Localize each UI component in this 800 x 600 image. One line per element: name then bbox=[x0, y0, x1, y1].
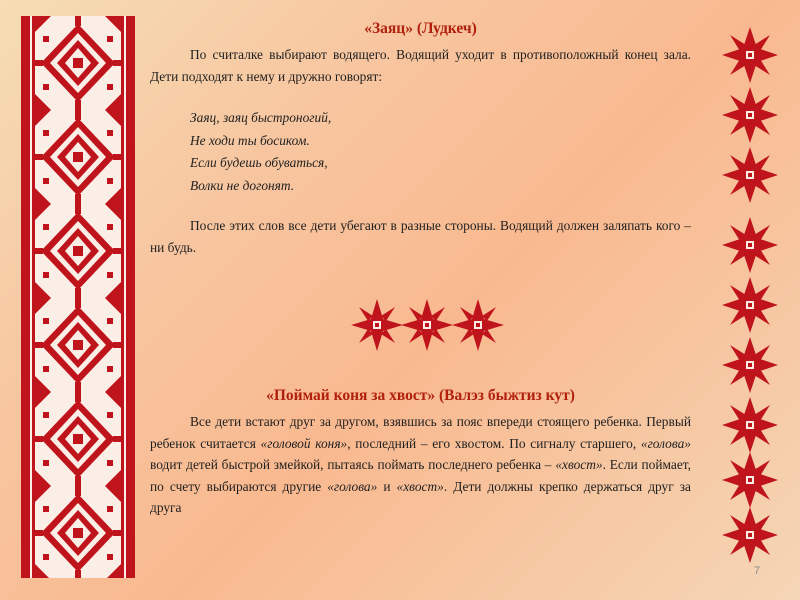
rules-part-5: и bbox=[377, 478, 397, 494]
quote-tail-1: «хвост» bbox=[555, 457, 603, 472]
rhyme-line-4: Волки не догонят. bbox=[190, 177, 295, 193]
rules-part-4: . Если поймает, по счету выбираются другие bbox=[150, 457, 691, 494]
quote-horse-head: «головой коня» bbox=[260, 435, 348, 451]
ornament-stars-right bbox=[712, 20, 788, 565]
ornament-divider bbox=[350, 297, 505, 353]
rules-part-1: Все дети встают друг за другом, взявшись за пояс впереди стоящего ребенка. Первый ребенок считается bbox=[150, 414, 691, 451]
rhyme-line-2: Не ходи ты босиком. bbox=[190, 132, 310, 148]
rhyme-line-3: Если будешь обуваться, bbox=[190, 155, 328, 170]
ornament-band-left bbox=[21, 16, 135, 578]
quote-head-2: «голова» bbox=[327, 478, 378, 494]
game-title-1: «Заяц» (Лудкеч) bbox=[364, 20, 477, 37]
rules-part-6: . Дети должны крепко держаться друг за друга bbox=[150, 478, 691, 515]
game-rules-text bbox=[150, 411, 691, 519]
game-outro-text: После этих слов все дети убегают в разные стороны. Водящий должен заляпать кого – ни будь. bbox=[150, 218, 691, 255]
game-intro-text: По считалке выбирают водящего. Водящий уходит в противоположный конец зала. Дети подходят к нему и дружно говорят: bbox=[150, 47, 691, 84]
rules-part-3: водит детей быстрой змейкой, пытаясь поймать последнего ребенка – bbox=[150, 457, 556, 472]
game-title-2: «Поймай коня за хвост» (Валэз быжтиз кут) bbox=[266, 387, 575, 404]
game-description-2 bbox=[150, 385, 691, 519]
page-number: 7 bbox=[753, 565, 760, 577]
rhyme-block bbox=[190, 107, 691, 197]
quote-head-1: «голова» bbox=[640, 435, 691, 451]
game-description-1 bbox=[150, 18, 691, 258]
rhyme-line-1: Заяц, заяц быстроногий, bbox=[190, 110, 332, 125]
quote-tail-2: «хвост» bbox=[396, 478, 444, 494]
rules-part-2: , последний – его хвостом. По сигналу старшего, bbox=[347, 435, 641, 451]
